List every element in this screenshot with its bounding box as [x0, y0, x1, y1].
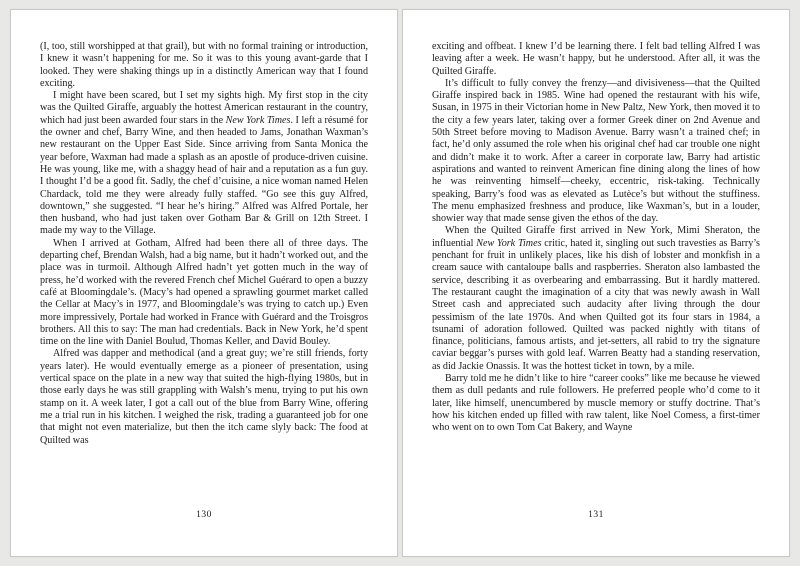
- page-left-text: [40, 41, 368, 447]
- page-right: [402, 9, 790, 557]
- page-right-text: [432, 41, 760, 435]
- paragraph: exciting and offbeat. I knew I’d be learning there. I felt bad telling Alfred I was leaving after a week. He wasn’t happy, but he understood. After all, it was the Quilted Giraffe.: [432, 41, 760, 77]
- paragraph: When the Quilted Giraffe first arrived in New York, Mimi Sheraton, the influential New York Times critic, hated it, singling out such travesties as Barry’s penchant for fruit in unlikely places, like his dish of lobster and monkfish in a cream sauce with cantaloupe balls and raspberries. Sheraton also lambasted the service, describing it as overbearing and embarrassing. But it hardly mattered. The restaurant caught the imagination of a city that was newly awash in Wall Street cash and appreciated such audacity after living through the dour pessimism of the late 1970s. And when Quilted got its four stars in 1984, a tsunami of adoration followed. Quilted was packed nightly with titans of finance, politicians, famous artists, and jet-setters, all rabid to try the signature caviar beggar’s purses with gold leaf. Warren Beatty had a standing reservation, as did Jackie Onassis. It was the hottest ticket in town, by a mile.: [432, 225, 760, 372]
- paragraph: Barry told me he didn’t like to hire “career cooks” like me because he viewed them as dull pedants and rule followers. He preferred people who’d come to it later, like himself, unencumbered by muscle memory or stuffy doctrine. That’s how his kitchen ended up filled with raw talent, like Noel Comess, a first-timer who went on to own Tom Cat Bakery, and Wayne: [432, 373, 760, 434]
- page-left: [10, 9, 398, 557]
- paragraph: It’s difficult to fully convey the frenzy—and divisiveness—that the Quilted Giraffe inspired back in 1985. Wine had opened the restaurant with his wife, Susan, in 1975 in their Victorian home in New Paltz, New York, then moved it to the city a few years later, taking over a former Greek diner on 2nd Avenue and 50th Street before moving to Madison Avenue. Barry wasn’t a trained chef; in fact, he’d only assumed the role when his original chef had car trouble one night and didn’t make it to work. After a career in corporate law, Barry had artistic aspirations and wanted to reinvent American fine dining along the lines of how he was reinventing himself—cheeky, eccentric, risk-taking. Technically speaking, Barry’s food was as elevated as Lutèce’s but without the stuffiness. The menu emphasized freshness and produce, like Waxman’s, but in a louder, showier way that made sense given the ethos of the day.: [432, 77, 760, 225]
- paragraph: Alfred was dapper and methodical (and a great guy; we’re still friends, forty years later). He would eventually emerge as a pioneer of presentation, using vertical space on the plate in a new way that suited the high-flying 1980s, but in those early days he was still grappling with Walsh’s menu, trying to put his own stamp on it. A week later, I got a call out of the blue from Barry Wine, offering me a trial run in his kitchen. I weighed the risk, trading a guaranteed job for one that might not even materialize, but then the itch came slyly back: The food at Quilted was: [40, 348, 368, 446]
- page-number-right: 131: [588, 510, 604, 520]
- paragraph: (I, too, still worshipped at that grail), but with no formal training or introduction, I knew it wasn’t happening for me. So it was to this young avant-garde that I looked. They were shaking things up in a distinctly American way that I found exciting.: [40, 41, 368, 89]
- paragraph: I might have been scared, but I set my sights high. My first stop in the city was the Quilted Giraffe, arguably the hottest American restaurant in the country, which had just been awarded four stars in the New York Times. I left a résumé for the owner and chef, Barry Wine, and then headed to Jams, Jonathan Waxman’s new restaurant on the Upper East Side. Since arriving from Santa Monica the year before, Waxman had made a splash as an apostle of produce-driven cuisine. He was young, like me, with a shaggy head of hair and a reputation as a fun guy. I thought I’d be a good fit. Sadly, the chef d’cuisine, a nice woman named Helen Chardack, told me they were already fully staffed. “Go see this guy Alfred, downtown,” she suggested. “I hear he’s hiring.” Alfred was Alfred Portale, her then husband, who had just taken over Gotham Bar & Grill on 12th Street. I made my way to the Village.: [40, 90, 368, 237]
- paragraph: When I arrived at Gotham, Alfred had been there all of three days. The departing chef, Brendan Walsh, had a big name, but it hadn’t worked out, and the place was in turmoil. Although Alfred hadn’t yet gotten much in the way of press, he’d worked with the revered French chef Michel Guérard to open a buzzy café at Bloomingdale’s. (Macy’s had opened a sprawling gourmet market called the Cellar at Macy’s in 1977, and Bloomingdale’s was trying to catch up.) Even more impressively, Portale had worked in France with Guérard and the Troisgros brothers. All this to say: The man had credentials. Back in New York, he’d spent time on the line with Daniel Boulud, Thomas Keller, and David Bouley.: [40, 237, 368, 348]
- page-number-left: 130: [196, 510, 212, 520]
